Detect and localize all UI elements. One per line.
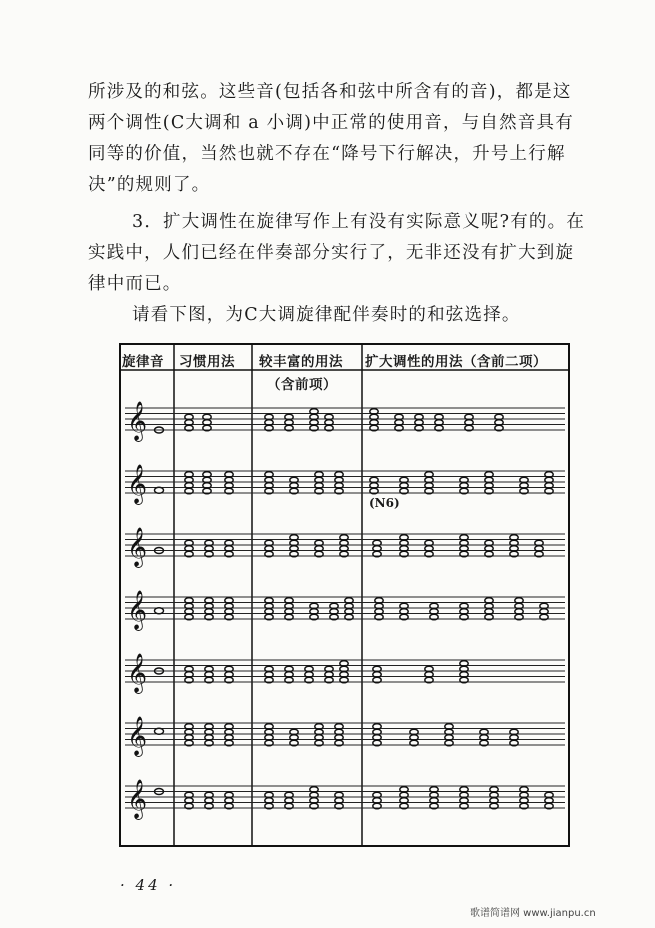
paragraph-3: 请看下图，为C大调旋律配伴奏时的和弦选择。 <box>132 305 521 325</box>
treble-clef-icon: 𝄞 <box>127 716 148 756</box>
header-extended-tonality: 扩大调性的用法（含前二项） <box>365 354 547 370</box>
treble-clef-icon: 𝄞 <box>127 779 148 819</box>
treble-clef-icon: 𝄞 <box>127 401 148 441</box>
neapolitan-label: (N6) <box>369 496 400 510</box>
melody-whole-note <box>155 608 164 614</box>
melody-whole-note <box>155 728 164 734</box>
chord-selection-table <box>119 343 571 848</box>
header-richer-usage-sub: （含前项） <box>267 377 337 393</box>
treble-clef-icon: 𝄞 <box>127 590 148 630</box>
header-melody-note: 旋律音 <box>122 354 164 370</box>
treble-clef-icon: 𝄞 <box>127 653 148 693</box>
header-habitual-usage: 习惯用法 <box>179 354 235 370</box>
page-number: · 44 · <box>120 876 177 894</box>
treble-clef-icon: 𝄞 <box>127 527 148 567</box>
music-score-grid <box>119 343 571 848</box>
treble-clef-icon: 𝄞 <box>127 464 148 504</box>
header-richer-usage: 较丰富的用法 <box>259 354 343 370</box>
melody-whole-note <box>155 487 164 493</box>
paragraph-1: 所涉及的和弦。这些音(包括各和弦中所含有的音)，都是这两个调性(C大调和 a 小调)中正常的使用音，与自然音具有同等的价值，当然也就不存在“降号下行解决，升号上行解决”的规则了。 <box>88 82 574 195</box>
watermark: 歌谱简谱网 www.jianpu.cn <box>470 908 596 919</box>
paragraph-2: 3．扩大调性在旋律写作上有没有实际意义呢?有的。在实践中，人们已经在伴奏部分实行了，无非还没有扩大到旋律中而已。 <box>88 212 586 294</box>
